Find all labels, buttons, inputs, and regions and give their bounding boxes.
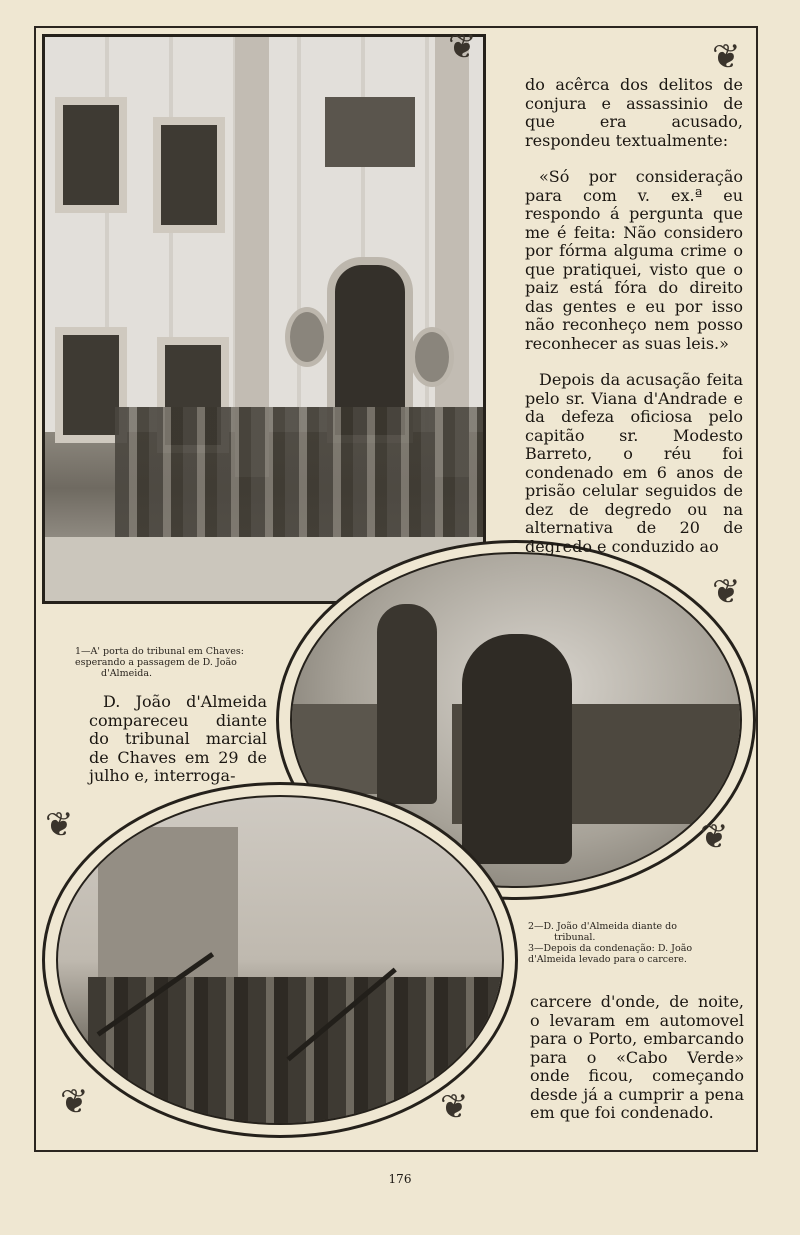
article-paragraph: D. João d'Almeida compareceu diante do tribunal marcial de Chaves em 29 de julho e, interroga- xyxy=(89,692,267,785)
corner-ornament-icon: ❦ xyxy=(448,27,477,67)
article-paragraph: Depois da acusação feita pelo sr. Viana d'Andrade e da defeza oficiosa pelo capitão sr. Modesto Barreto, o réu foi condenado em 6 anos de prisão celular seguidos de dez de degredo ou na alternativa de 20 de degredo e conduzido ao xyxy=(525,370,743,556)
caption-line: 2—D. João d'Almeida diante do xyxy=(528,921,677,932)
side-ornament-icon: ❦ xyxy=(45,805,74,845)
article-paragraph: do acêrca dos delitos de conjura e assassinio de que era acusado, respondeu textualmente: xyxy=(525,75,743,150)
caption-line: 3—Depois da condenação: D. João xyxy=(528,943,693,954)
article-right-column xyxy=(525,76,743,574)
bottom-ornament-icon: ❦ xyxy=(60,1082,89,1122)
side-ornament-icon: ❦ xyxy=(700,817,729,857)
photo-escort xyxy=(56,795,504,1125)
side-ornament-icon: ❦ xyxy=(712,572,741,612)
photo-tribunal-door xyxy=(42,34,486,604)
article-paragraph: carcere d'onde, de noite, o levaram em automovel para o Porto, embarcando para o «Cabo Verde» onde ficou, começando desde já a cumprir a pena em que foi condenado. xyxy=(530,992,744,1122)
caption-line: esperando a passagem de D. João xyxy=(75,657,237,668)
bottom-ornament-icon: ❦ xyxy=(440,1087,469,1127)
photo-caption-2-3 xyxy=(528,921,748,965)
caption-line: d'Almeida. xyxy=(101,668,153,679)
article-quote: «Só por consideração para com v. ex.ª eu respondo á pergunta que me é feita: Não considero por fórma alguma crime o que pratiquei, visto que o paiz está fóra do direito das gentes e eu por isso não reconheço nem posso reconhecer as suas leis.» xyxy=(525,167,743,353)
article-left-column xyxy=(89,693,267,786)
corner-ornament-icon: ❦ xyxy=(712,37,741,77)
caption-line: d'Almeida levado para o carcere. xyxy=(528,954,687,965)
article-bottom-right-column xyxy=(530,993,744,1123)
page-number: 176 xyxy=(388,1172,412,1186)
photo-caption-1 xyxy=(75,646,275,679)
caption-line: 1—A' porta do tribunal em Chaves: xyxy=(75,646,244,657)
caption-line: tribunal. xyxy=(554,932,596,943)
